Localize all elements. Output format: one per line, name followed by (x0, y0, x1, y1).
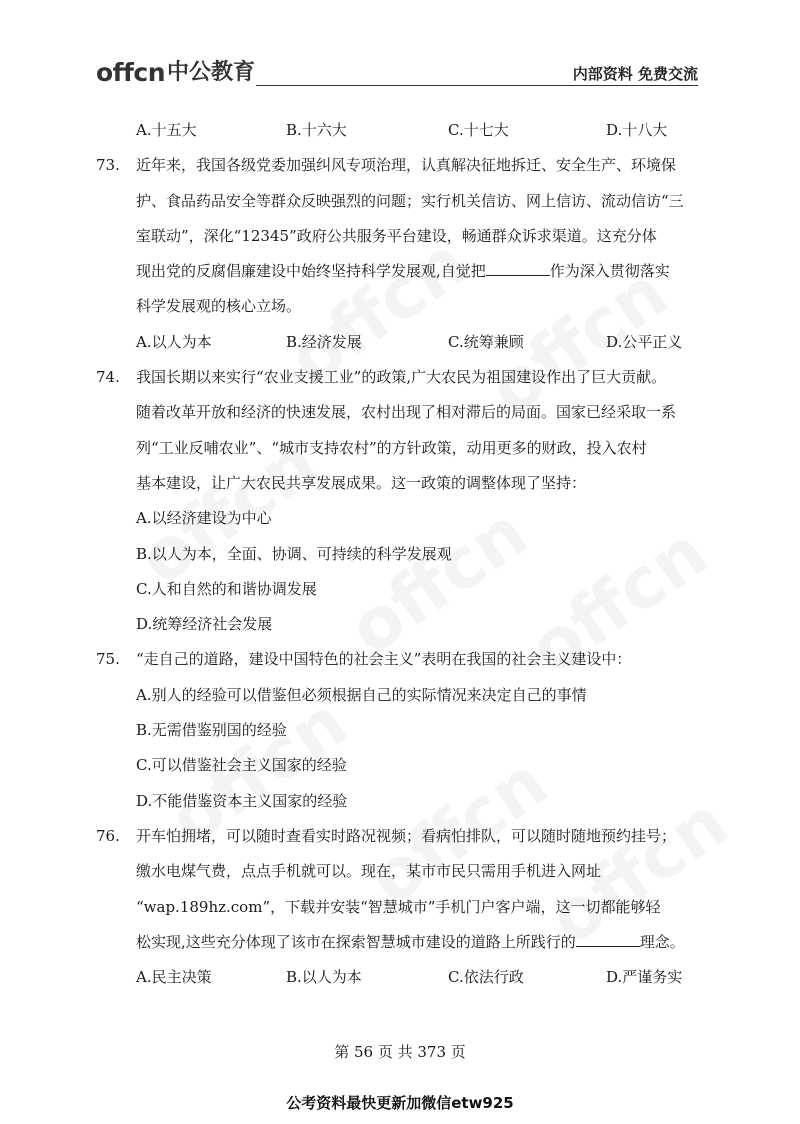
question-number: 75. (96, 650, 120, 669)
question-line-with-blank (136, 254, 670, 289)
question-number: 76. (96, 826, 120, 845)
option-b: B.以人为本 (286, 968, 362, 987)
option-a: A.别人的经验可以借鉴但必须根据自己的实际情况来决定自己的事情 (136, 685, 587, 704)
question-line: 近年来，我国各级党委加强纠风专项治理，认真解决征地拆迁、安全生产、环境保 (136, 156, 677, 175)
answer-blank (486, 257, 550, 276)
answer-blank (576, 928, 640, 947)
page-number: 第 56 页 共 373 页 (334, 1043, 466, 1061)
line-text-after: 理念。 (639, 932, 685, 951)
offcn-logo (96, 58, 255, 88)
option-b: B.十六大 (286, 121, 347, 139)
question-line: 随着改革开放和经济的快速发展，农村出现了相对滞后的局面。国家已经采取一系 (136, 403, 677, 422)
wechat-notice: 公考资料最快更新加微信etw925 (286, 1094, 514, 1112)
document-body (96, 113, 708, 995)
question-line: 开车怕拥堵，可以随时查看实时路况视频；看病怕排队，可以随时随地预约挂号； (136, 826, 677, 845)
question-line: 基本建设，让广大农民共享发展成果。这一政策的调整体现了坚持： (136, 473, 587, 492)
question-75 (96, 642, 708, 818)
question-options (96, 960, 708, 995)
line-text-before: 现出党的反腐倡廉建设中始终坚持科学发展观,自觉把 (136, 262, 486, 281)
header-right-label: 内部资料 免费交流 (572, 65, 698, 83)
option-a: A.十五大 (136, 121, 197, 139)
line-text-before: 松实现,这些充分体现了该市在探索智慧城市建设的道路上所践行的 (136, 932, 576, 951)
question-line: “wap.189hz.com”，下载并安装“智慧城市”手机门户客户端，这一切都能够轻 (136, 897, 661, 916)
option-d: D.不能借鉴资本主义国家的经验 (136, 791, 348, 810)
page-header (96, 58, 698, 88)
question-line: 科学发展观的核心立场。 (136, 297, 302, 316)
option-c: C.统筹兼顾 (448, 332, 524, 351)
question-line: 室联动”，深化“12345”政府公共服务平台建设，畅通群众诉求渠道。这充分体 (136, 226, 657, 245)
line-text-after: 作为深入贯彻落实 (549, 262, 670, 281)
question-74 (96, 360, 708, 642)
question-options (96, 325, 708, 360)
header-divider (256, 85, 698, 86)
logo-cn-text: 中公教育 (167, 60, 256, 85)
question-73 (96, 148, 708, 360)
question-76 (96, 819, 708, 995)
option-d: D.严谨务实 (606, 968, 683, 987)
option-a: A.以经济建设为中心 (136, 509, 272, 528)
option-b: B.以人为本，全面、协调、可持续的科学发展观 (136, 544, 452, 563)
question-number: 73. (96, 156, 120, 175)
question-line: 列“工业反哺农业”、“城市支持农村”的方针政策，动用更多的财政，投入农村 (136, 438, 647, 457)
question-number: 74. (96, 368, 120, 387)
option-a: A.民主决策 (136, 968, 212, 987)
option-c: C.依法行政 (448, 968, 524, 987)
question-line: 缴水电煤气费，点点手机就可以。现在，某市市民只需用手机进入网址 (136, 862, 602, 881)
question-line: 护、食品药品安全等群众反映强烈的问题；实行机关信访、网上信访、流动信访“三 (136, 191, 684, 210)
question-line: “走自己的道路，建设中国特色的社会主义”表明在我国的社会主义建设中： (136, 650, 632, 669)
option-a: A.以人为本 (136, 332, 212, 351)
logo-offcn-text: offcn (96, 58, 166, 87)
option-c: C.人和自然的和谐协调发展 (136, 579, 317, 598)
option-d: D.公平正义 (606, 332, 683, 351)
prev-question-options (96, 113, 708, 148)
question-line-with-blank (136, 925, 685, 960)
option-d: D.统筹经济社会发展 (136, 615, 273, 634)
option-c: C.十七大 (448, 121, 509, 139)
question-line: 我国长期以来实行“农业支援工业”的政策,广大农民为祖国建设作出了巨大贡献。 (136, 368, 667, 387)
option-d: D.十八大 (606, 121, 668, 139)
option-b: B.经济发展 (286, 332, 362, 351)
option-b: B.无需借鉴别国的经验 (136, 721, 287, 740)
option-c: C.可以借鉴社会主义国家的经验 (136, 756, 347, 775)
